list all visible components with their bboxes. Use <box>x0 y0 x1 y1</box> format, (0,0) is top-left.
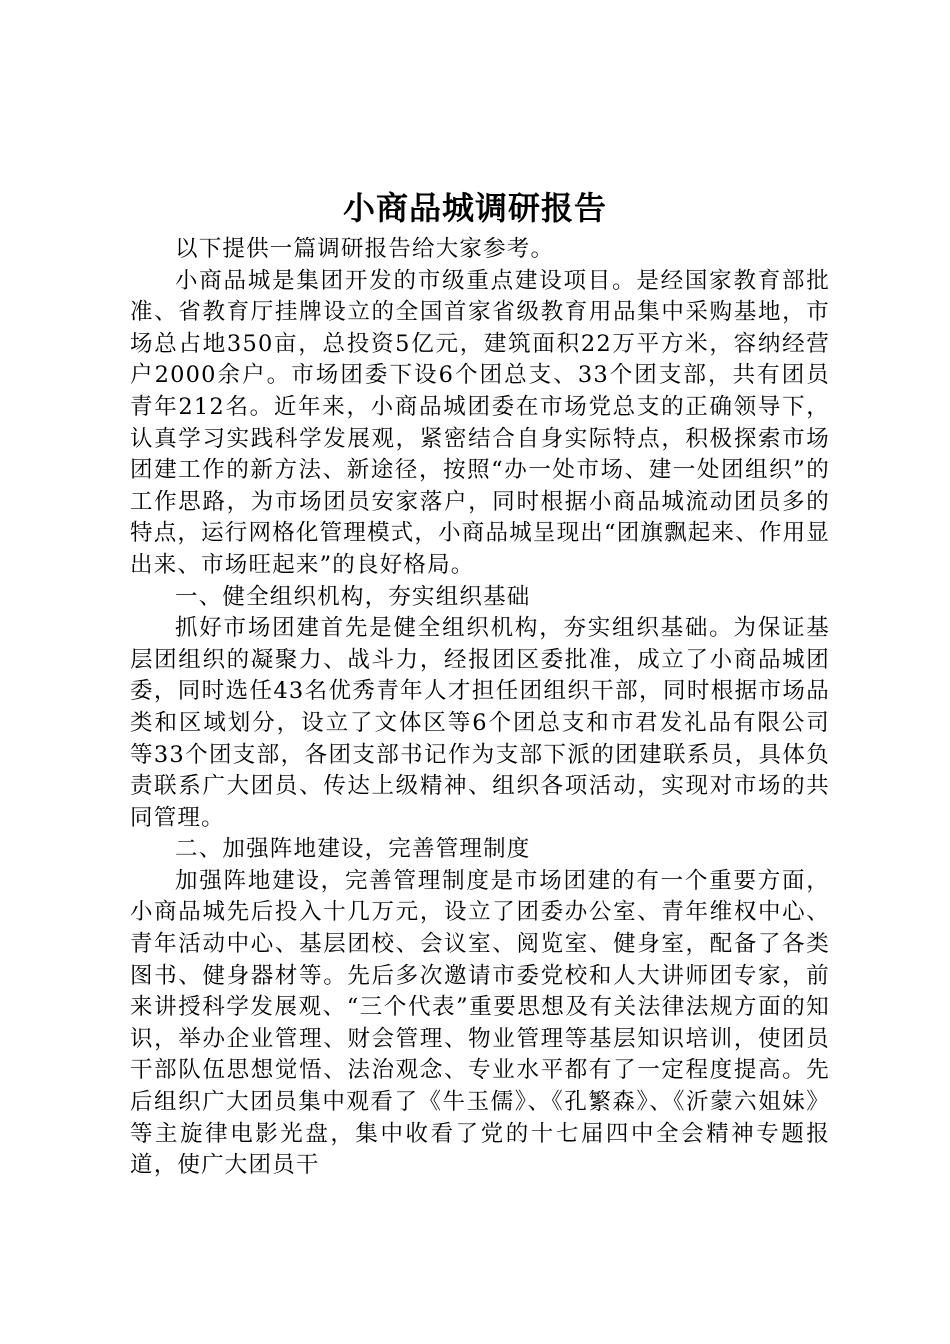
document-body <box>130 234 830 1182</box>
section-2-paragraph: 加强阵地建设，完善管理制度是市场团建的有一个重要方面，小商品城先后投入十几万元，设立了团委办公室、青年维权中心、青年活动中心、基层团校、会议室、阅览室、健身室，配备了各类图书、健身器材等。先后多次邀请市委党校和人大讲师团专家，前来讲授科学发展观、“三个代表”重要思想及有关法律法规方面的知识，举办企业管理、财会管理、物业管理等基层知识培训，使团员干部队伍思想觉悟、法治观念、专业水平都有了一定程度提高。先后组织广大团员集中观看了《牛玉儒》、《孔繁森》、《沂蒙六姐妹》等主旋律电影光盘，集中收看了党的十七届四中全会精神专题报道，使广大团员干 <box>130 867 830 1179</box>
section-1-heading: 一、健全组织机构，夯实组织基础 <box>175 583 531 610</box>
overview-paragraph: 小商品城是集团开发的市级重点建设项目。是经国家教育部批准、省教育厅挂牌设立的全国首家省级教育用品集中采购基地，市场总占地350亩，总投资5亿元，建筑面积22万平方米，容纳经营户2000余户。市场团委下设6个团总支、33个团支部，共有团员青年212名。近年来，小商品城团委在市场党总支的正确领导下，认真学习实践科学发展观，紧密结合自身实际特点，积极探索市场团建工作的新方法、新途径，按照“办一处市场、建一处团组织”的工作思路，为市场团员安家落户，同时根据小商品城流动团员多的特点，运行网格化管理模式，小商品城呈现出“团旗飘起来、作用显出来、市场旺起来”的良好格局。 <box>130 267 831 578</box>
section-2-heading: 二、加强阵地建设，完善管理制度 <box>175 836 531 863</box>
intro-paragraph: 以下提供一篇调研报告给大家参考。 <box>175 236 555 262</box>
section-1-paragraph: 抓好市场团建首先是健全组织机构，夯实组织基础。为保证基层团组织的凝聚力、战斗力，经报团区委批准，成立了小商品城团委，同时选任43名优秀青年人才担任团组织干部，同时根据市场品类和区域划分，设立了文体区等6个团总支和市君发礼品有限公司等33个团支部，各团支部书记作为支部下派的团建联系员，具体负责联系广大团员、传达上级精神、组织各项活动，实现对市场的共同管理。 <box>130 615 830 831</box>
document-title: 小商品城调研报告 <box>342 189 607 227</box>
